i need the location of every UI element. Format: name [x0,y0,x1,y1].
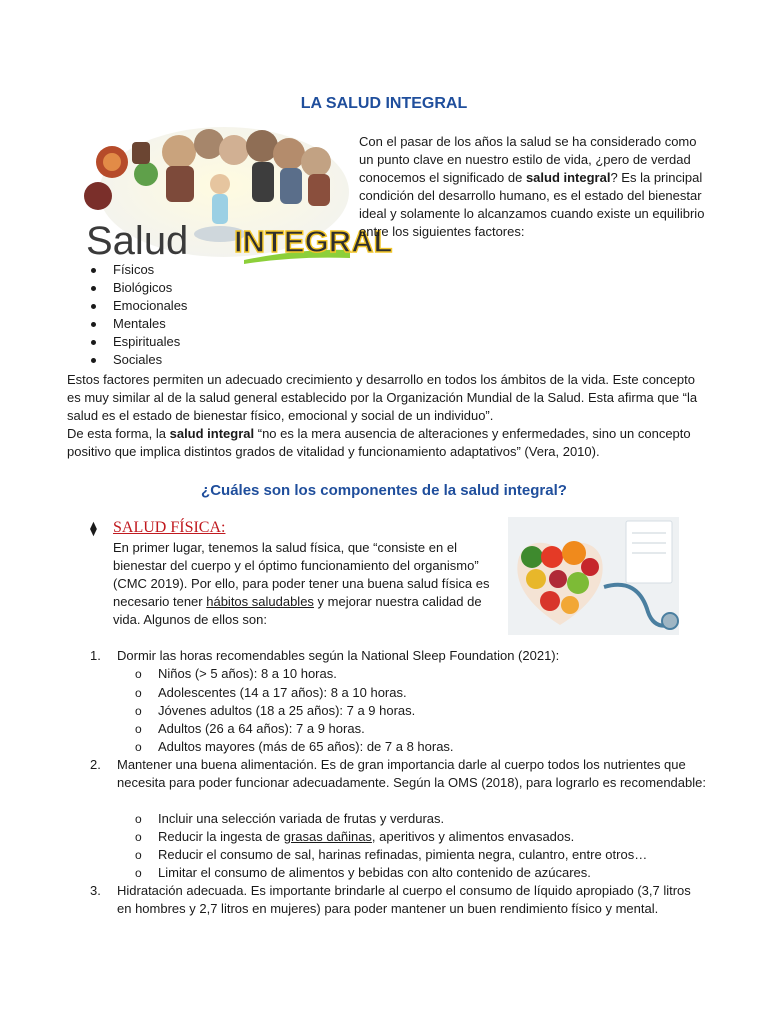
salud-integral-collage-image [84,122,393,264]
logo-salud-text: Salud [86,219,189,263]
logo-integral-text: INTEGRAL [234,224,393,259]
list-item: Reducir el consumo de sal, harinas refinadas, pimienta negra, culantro, entre otros… [158,847,648,862]
list-item: Niños (> 5 años): 8 a 10 horas. [158,666,337,681]
list-item: Adultos mayores (más de 65 años): de 7 a 8 horas. [158,739,454,754]
fruit-heart-stethoscope-image [508,517,679,635]
list-item: Emocionales [84,297,187,315]
list-item: Adultos (26 a 64 años): 7 a 9 horas. [158,721,365,736]
recommendations-list: 1. Dormir las horas recomendables según la National Sleep Foundation (2021): o Niños (> 5 años): 8 a 10 horas. o Adolescentes (14 a 17 años): 8 a 10 horas. o Jóvenes adultos (18 a 25 años): 7 a 9 horas. o Adultos (26 a 64 años): 7 a 9 horas. o Adultos mayores (más de 65 años): de 7 a 8 horas. 2. Mantener una buena alimentación. Es de gran importancia darle al cuerpo todos los nutrientes que necesita para poder funcionar adecuadamente. Según la OMS (2018), para lograrlo es recomendable: o Incluir una selección variada de frutas y verduras. o Reducir la ingesta de grasas dañinas, aperitivos y alimentos envasados. o Reducir el consumo de sal, harinas refinadas, pimienta negra, culantro, entre otros… o Limitar el consumo de alimentos y bebidas con alto contenido de azúcares. 3. Hidratación adecuada. Es importante brindarle al cuerpo el consumo de líquido apropiado (3,7 litros en hombres y 2,7 litros en mujeres) para poder mantener un buen rendimiento físico y mental. [67,647,707,922]
salud-fisica-paragraph: En primer lugar, tenemos la salud física, que “consiste en el bienestar del cuerpo y el óptimo funcionamiento del organismo” (CMC 2019). Por ello, para poder tener una buena salud física es necesario tener hábitos saludables y mejorar nuestra calidad de vida. Algunos de ellos son: [113,540,490,627]
list-item: Dormir las horas recomendables según la National Sleep Foundation (2021): [117,648,560,663]
list-item: Biológicos [84,279,187,297]
diamond-bullet-icon: ⧫ [90,520,97,536]
list-item: Físicos [84,261,187,279]
list-item: Limitar el consumo de alimentos y bebidas con alto contenido de azúcares. [158,865,591,880]
list-item: Hidratación adecuada. Es importante brindarle al cuerpo el consumo de líquido apropiado (3,7 litros en hombres y 2,7 litros en mujeres) para poder mantener un buen rendimiento físico y mental. [117,883,691,916]
salud-fisica-heading: SALUD FÍSICA: [113,519,226,536]
intro-paragraph: Con el pasar de los años la salud se ha considerado como un punto clave en nuestro estilo de vida, ¿pero de verdad conocemos el significado de salud integral? Es la principal condición del desarrollo humano, es el estado del bienestar ideal y solamente lo alcanzamos cuando existe un equilibrio entre los siguientes factores: [359,134,705,239]
list-item: Sociales [84,351,187,369]
list-item: Adolescentes (14 a 17 años): 8 a 10 horas. [158,685,407,700]
intro-bold-term: salud integral [525,170,611,185]
list-item: Jóvenes adultos (18 a 25 años): 7 a 9 horas. [158,703,416,718]
factors-list [84,261,187,369]
list-item: Mentales [84,315,187,333]
list-item: Incluir una selección variada de frutas y verduras. [158,811,445,826]
section-heading: ¿Cuáles son los componentes de la salud integral? [201,482,567,499]
list-item: Reducir la ingesta de grasas dañinas, aperitivos y alimentos envasados. [158,829,575,844]
list-item: Mantener una buena alimentación. Es de gran importancia darle al cuerpo todos los nutrientes que necesita para poder funcionar adecuadamente. Según la OMS (2018), para lograrlo es recomendable: [117,757,706,790]
list-item: Espirituales [84,333,187,351]
page-title: LA SALUD INTEGRAL [300,95,468,112]
factors-paragraph: Estos factores permiten un adecuado crecimiento y desarrollo en todos los ámbitos de la vida. Este concepto es muy similar al de la salud general establecido por la Organización Mundial de la Salud. Esta afirma que “la salud es el estado de bienestar físico, emocional y social de un individuo”. De esta forma, la salud integral “no es la mera ausencia de alteraciones y enfermedades, sino un concepto positivo que implica distintos grados de vitalidad y funcionamiento adaptativos” (Vera, 2010). [67,372,698,459]
habitos-saludables-link[interactable]: hábitos saludables [206,594,314,609]
grasas-daninas-link[interactable]: grasas dañinas [283,829,372,844]
